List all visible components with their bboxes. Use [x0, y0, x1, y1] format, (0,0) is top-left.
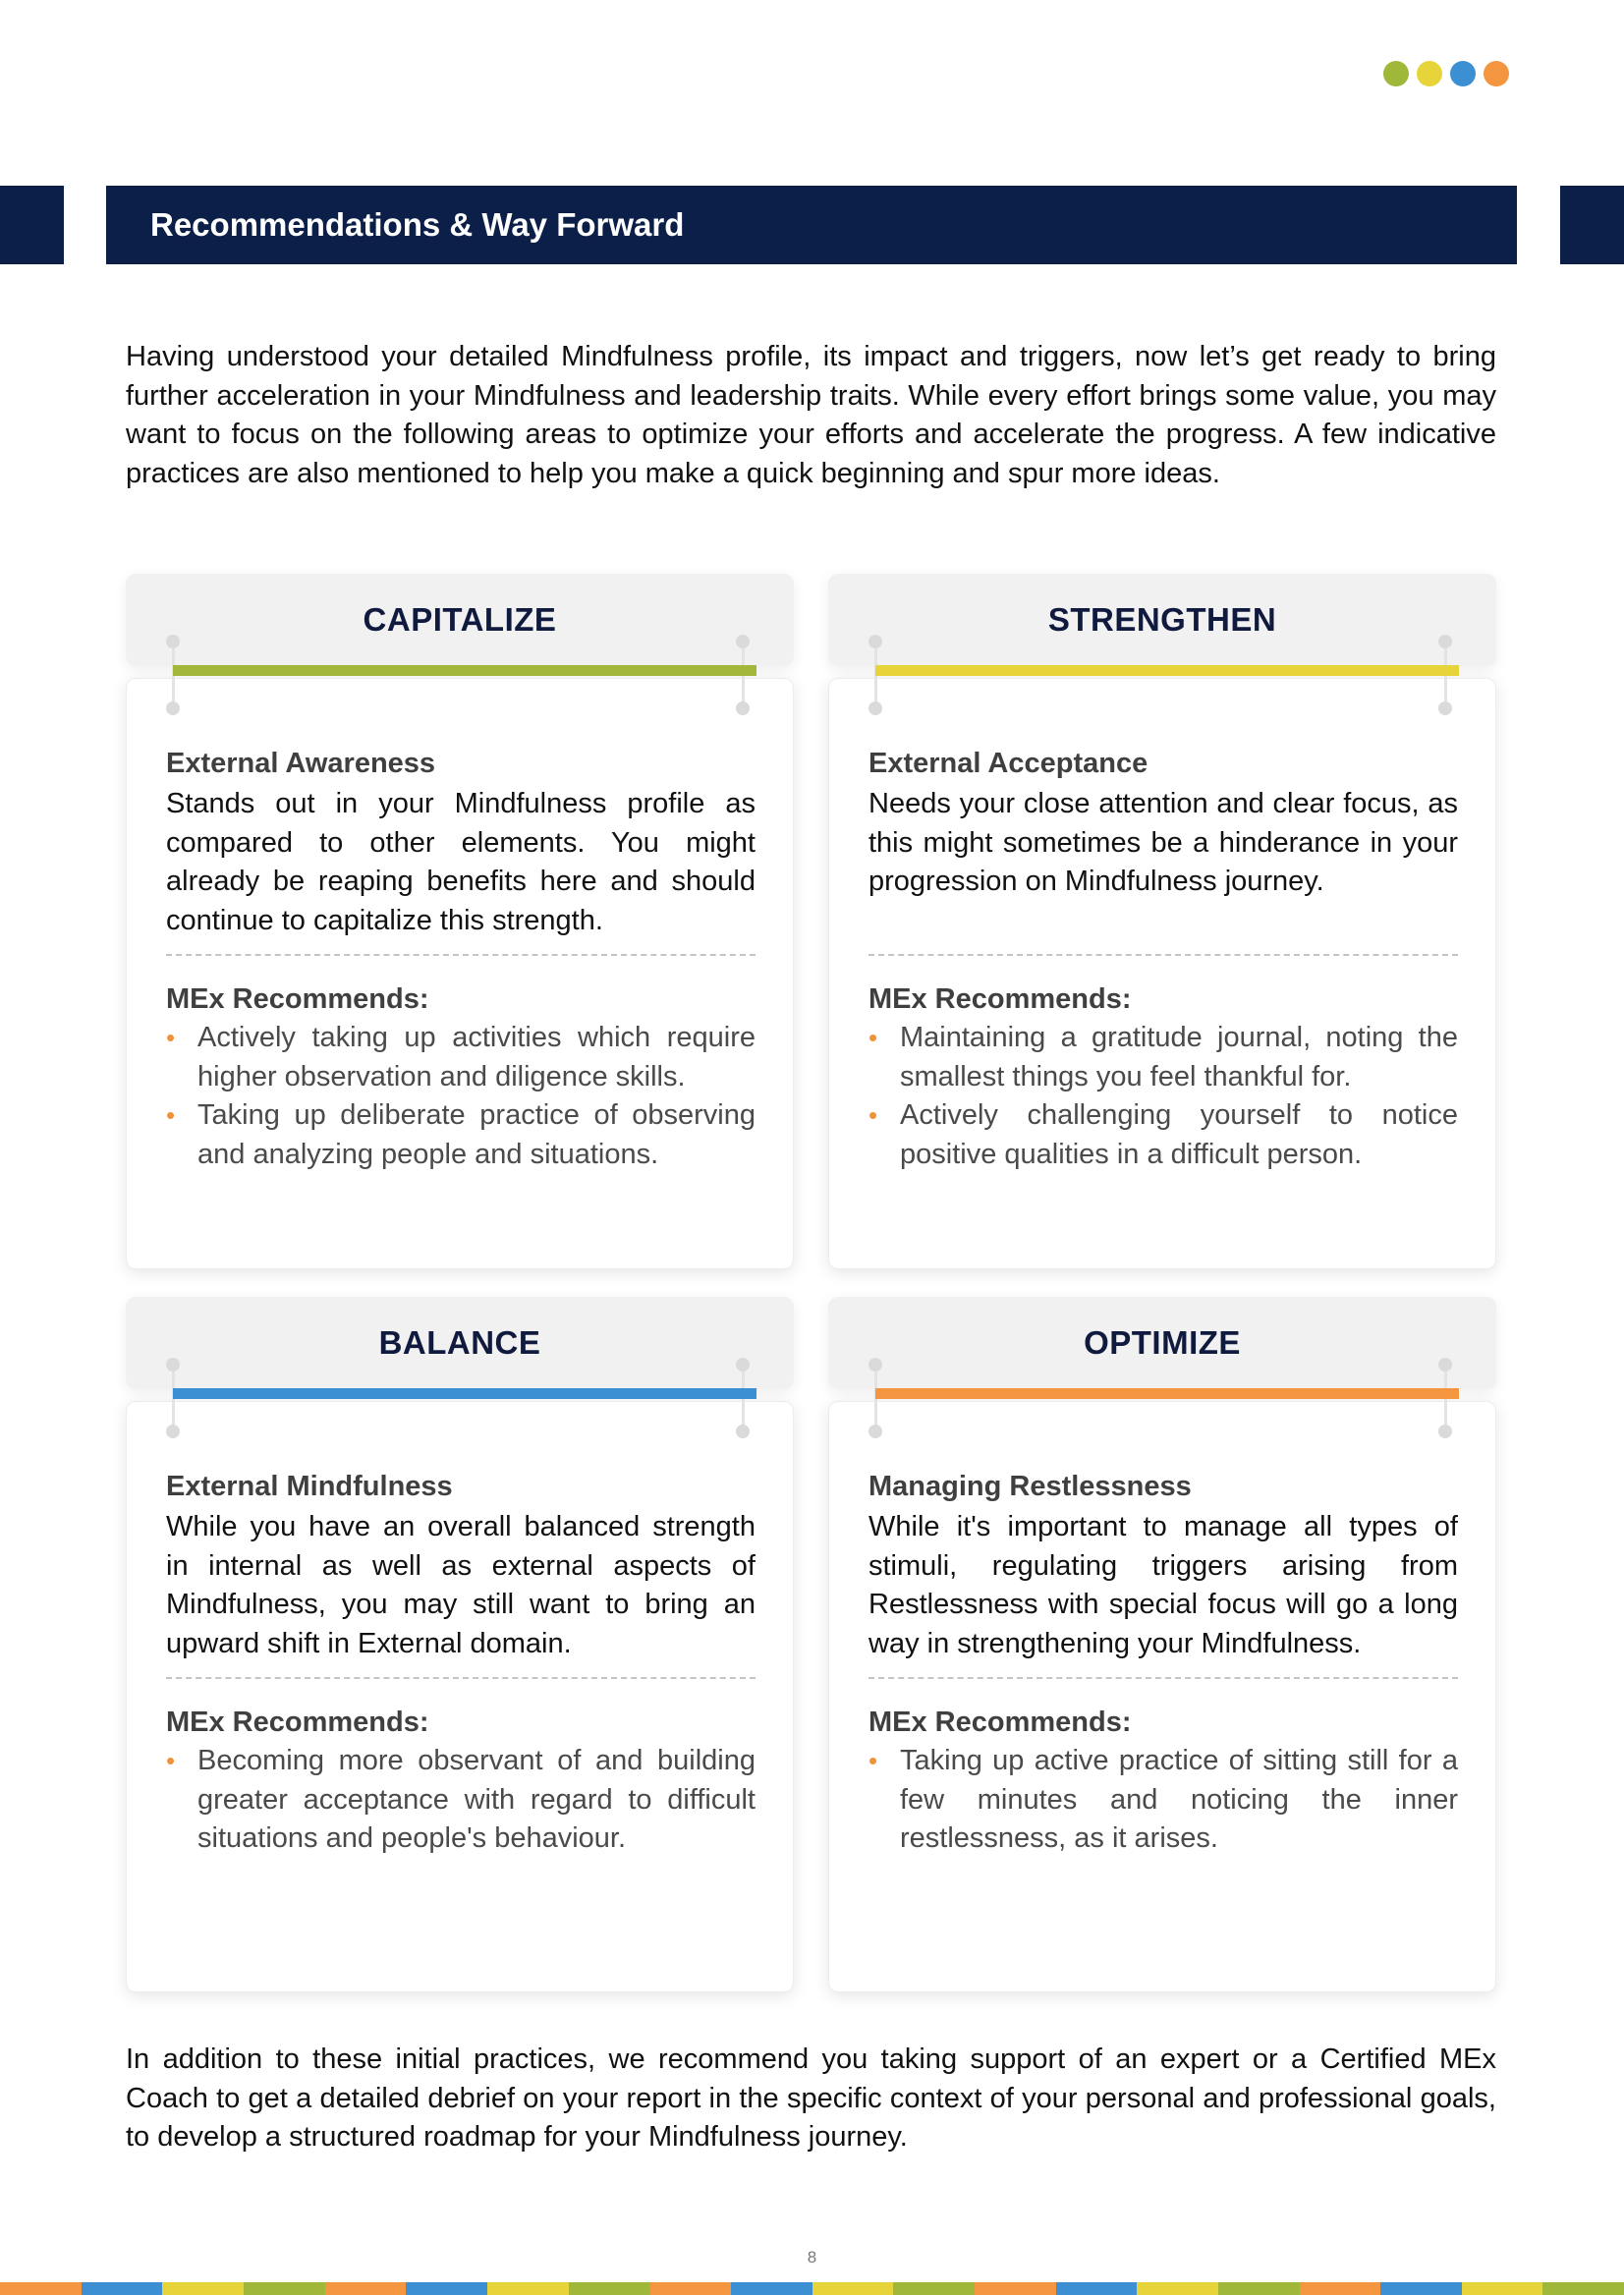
recommendation-list — [166, 1742, 756, 1859]
recommends-heading: MEx Recommends: — [868, 1707, 1132, 1738]
pin-icon — [736, 1358, 750, 1371]
closing-paragraph: In addition to these initial practices, we recommend you taking support of an expert or a Certified MEx Coach to get a detailed debrief on your report in the specific context of your personal and professional goals, to develop a structured roadmap for your Mindfulness journey. — [126, 2043, 1496, 2153]
decor-dot — [1417, 61, 1442, 86]
pin-icon — [736, 635, 750, 648]
stripe-segment — [975, 2282, 1056, 2295]
stripe-segment — [1462, 2282, 1543, 2295]
list-item-text: Actively challenging yourself to notice positive qualities in a difficult person. — [900, 1099, 1458, 1170]
pin-icon — [166, 1358, 180, 1371]
stripe-segment — [1056, 2282, 1138, 2295]
list-item — [868, 1742, 1458, 1859]
card-focus-label: Managing Restlessness — [868, 1471, 1192, 1502]
dashed-divider — [166, 1677, 756, 1679]
card-description: While you have an overall balanced strength in internal as well as external aspects of Mindfulness, you may still want to bring an upward shift in External domain. — [166, 1511, 756, 1659]
stripe-segment — [487, 2282, 569, 2295]
accent-bar — [875, 665, 1459, 676]
header-band-right — [1560, 186, 1624, 264]
decor-dot — [1450, 61, 1476, 86]
stripe-segment — [1542, 2282, 1624, 2295]
card-focus-label: External Awareness — [166, 748, 436, 779]
list-item — [868, 1019, 1458, 1096]
card-balance — [126, 1297, 794, 1992]
dashed-divider — [166, 954, 756, 956]
list-item-text: Maintaining a gratitude journal, noting the smallest things you feel thankful for. — [900, 1022, 1458, 1092]
card-body — [126, 1401, 794, 1992]
stripe-segment — [812, 2282, 894, 2295]
list-item-text: Becoming more observant of and building greater acceptance with regard to difficult situations and people's behaviour. — [197, 1745, 756, 1854]
card-description: While it's important to manage all types of stimuli, regulating triggers arising from Restlessness with special focus will go a long way in strengthening your Mindfulness. — [868, 1511, 1458, 1659]
card-body — [828, 1401, 1496, 1992]
decor-dot — [1484, 61, 1509, 86]
list-item-text: Taking up deliberate practice of observing and analyzing people and situations. — [197, 1099, 756, 1170]
stripe-segment — [1380, 2282, 1462, 2295]
pin-icon — [736, 701, 750, 715]
accent-bar — [173, 1388, 756, 1399]
stripe-segment — [731, 2282, 812, 2295]
card-capitalize — [126, 574, 794, 1269]
pin-icon — [868, 1425, 882, 1438]
card-strengthen — [828, 574, 1496, 1269]
stripe-segment — [82, 2282, 163, 2295]
card-title: STRENGTHEN — [1047, 601, 1277, 638]
bullet-icon: • — [868, 1023, 878, 1052]
stripe-segment — [406, 2282, 487, 2295]
header-band-left — [0, 186, 64, 264]
header-band — [106, 186, 1517, 264]
bullet-icon: • — [166, 1746, 176, 1775]
card-description: Needs your close attention and clear focus, as this might sometimes be a hinderance in your progression on Mindfulness journey. — [868, 788, 1458, 897]
top-dots — [1383, 61, 1509, 86]
stripe-segment — [162, 2282, 244, 2295]
recommends-heading: MEx Recommends: — [166, 983, 429, 1015]
accent-bar — [875, 1388, 1459, 1399]
bullet-icon: • — [868, 1746, 878, 1775]
stripe-segment — [649, 2282, 731, 2295]
stripe-segment — [893, 2282, 975, 2295]
recommendation-list — [868, 1742, 1458, 1859]
list-item — [166, 1096, 756, 1174]
intro-paragraph: Having understood your detailed Mindfulness profile, its impact and triggers, now let’s get ready to bring further acceleration in your Mindfulness and leadership traits. While every effort brings some value, you may want to focus on the following areas to optimize your efforts and accelerate the progress. A few indicative practices are also mentioned to help you make a quick beginning and spur more ideas. — [126, 341, 1496, 489]
list-item — [166, 1019, 756, 1096]
bullet-icon: • — [166, 1100, 176, 1130]
pin-icon — [166, 1425, 180, 1438]
card-focus-label: External Acceptance — [868, 748, 1148, 779]
recommendation-list — [868, 1019, 1458, 1174]
bullet-icon: • — [868, 1100, 878, 1130]
pin-icon — [1438, 701, 1452, 715]
card-title: CAPITALIZE — [363, 601, 557, 638]
page-title: Recommendations & Way Forward — [150, 206, 685, 243]
list-item — [166, 1742, 756, 1859]
recommendation-list — [166, 1019, 756, 1174]
stripe-segment — [244, 2282, 325, 2295]
pin-icon — [1438, 635, 1452, 648]
pin-icon — [868, 701, 882, 715]
pin-icon — [1438, 1358, 1452, 1371]
pin-icon — [1438, 1425, 1452, 1438]
dashed-divider — [868, 1677, 1458, 1679]
card-body — [828, 678, 1496, 1269]
stripe-segment — [569, 2282, 650, 2295]
accent-bar — [173, 665, 756, 676]
bullet-icon: • — [166, 1023, 176, 1052]
stripe-segment — [325, 2282, 407, 2295]
card-header — [126, 1297, 794, 1389]
stripe-segment — [1137, 2282, 1218, 2295]
stripe-segment — [1218, 2282, 1300, 2295]
recommends-heading: MEx Recommends: — [868, 983, 1132, 1015]
list-item-text: Taking up active practice of sitting still for a few minutes and noticing the inner restlessness, as it arises. — [900, 1745, 1458, 1854]
stripe-segment — [1300, 2282, 1381, 2295]
card-title: OPTIMIZE — [1084, 1324, 1241, 1361]
footer-stripe — [0, 2282, 1624, 2295]
card-header — [828, 1297, 1496, 1389]
page-number: 8 — [807, 2248, 817, 2267]
list-item-text: Actively taking up activities which require higher observation and diligence skills. — [197, 1022, 756, 1092]
card-title: BALANCE — [378, 1324, 541, 1361]
card-header — [828, 574, 1496, 666]
pin-icon — [736, 1425, 750, 1438]
card-header — [126, 574, 794, 666]
card-optimize — [828, 1297, 1496, 1992]
pin-icon — [868, 1358, 882, 1371]
list-item — [868, 1096, 1458, 1174]
pin-icon — [166, 701, 180, 715]
dashed-divider — [868, 954, 1458, 956]
pin-icon — [868, 635, 882, 648]
decor-dot — [1383, 61, 1409, 86]
card-body — [126, 678, 794, 1269]
pin-icon — [166, 635, 180, 648]
card-focus-label: External Mindfulness — [166, 1471, 453, 1502]
recommends-heading: MEx Recommends: — [166, 1707, 429, 1738]
card-description: Stands out in your Mindfulness profile as compared to other elements. You might already be reaping benefits here and should continue to capitalize this strength. — [166, 788, 756, 936]
stripe-segment — [0, 2282, 82, 2295]
